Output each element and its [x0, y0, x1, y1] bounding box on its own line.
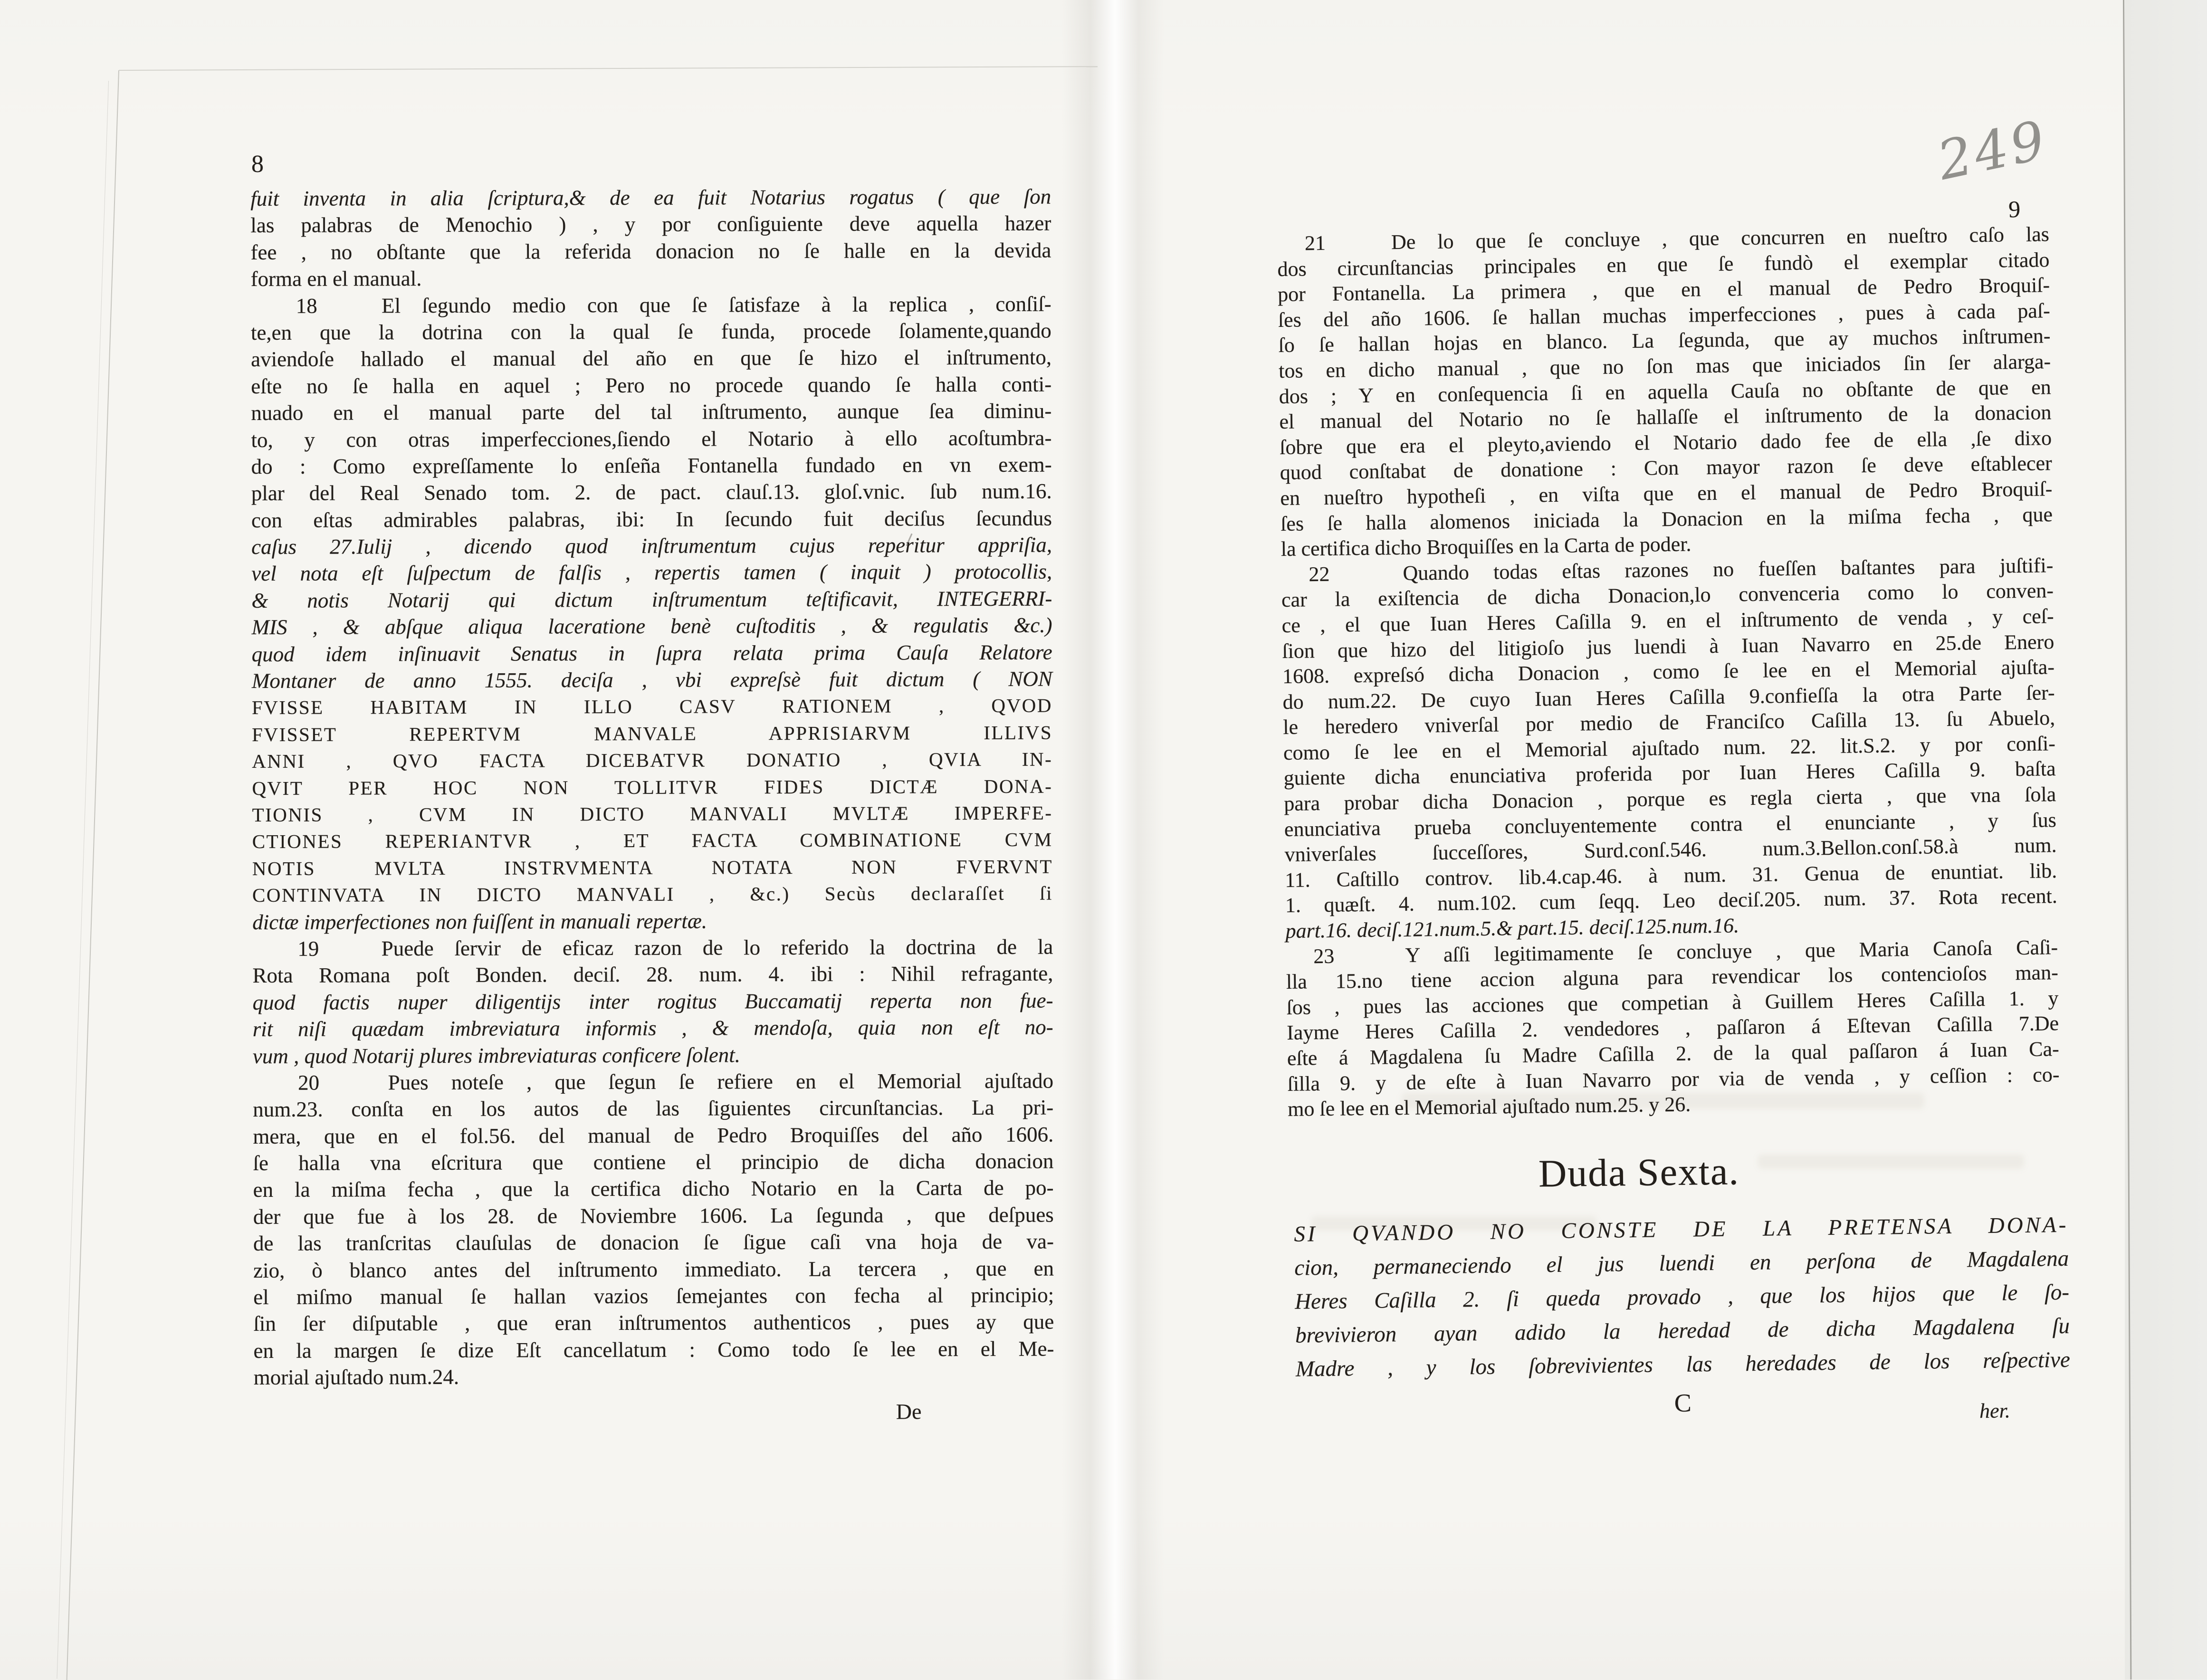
- text-line: QVIT PER HOC NON TOLLITVR FIDES DICTÆ DONA-: [252, 775, 1053, 799]
- text-line: vum , quod Notarij plures imbreviaturas conficere ſolent.: [252, 1042, 741, 1068]
- text-line: para probar dicha Donacion , porque es regla cierta , que vna ſola: [1284, 783, 2056, 816]
- right-text-column: [1277, 221, 2060, 1122]
- scanner-background-right: [2125, 0, 2207, 1680]
- text-line: vel nota eſt ſuſpectum de falſis , repertis tamen ( inquit ) protocollis,: [251, 560, 1052, 586]
- text-line: aviendoſe hallado el manual del año en que ſe hizo el inſtrumento,: [250, 345, 1052, 372]
- text-line: quod idem inſinuavit Senatus in ſupra relata prima Cauſa Relatore: [251, 640, 1052, 666]
- text-line: ce , el que Iuan Heres Caſilla 9. en el inſtrumento de venda , y ceſ-: [1281, 604, 2054, 637]
- section-heading: Duda Sexta.: [1538, 1149, 1740, 1195]
- page-right: [1274, 0, 2071, 1680]
- text-line: ſo ſe hallan hojas en blanco. La ſegunda, que ay muchos inſtrumen-: [1278, 324, 2051, 357]
- text-line: TIONIS , CVM IN DICTO MANVALI MVLTÆ IMPERFE-: [252, 802, 1053, 826]
- text-line: CONTINVATA IN DICTO MANVALI , &c.) Secùs declaraſſet ſi: [252, 882, 1053, 907]
- text-line: ſin ſer diſputable , que eran inſtrumentos authenticos , pues ay que: [253, 1309, 1054, 1336]
- text-line: 21 De lo que ſe concluye , que concurren en nueſtro caſo las: [1304, 222, 2050, 255]
- text-line: SI QVANDO NO CONSTE DE LA PRETENSA DONA-: [1294, 1212, 2069, 1247]
- text-line: enunciativa prueba concluyentemente contra el enunciante , y ſus: [1284, 808, 2057, 841]
- handwritten-folio: 249: [1932, 109, 2053, 192]
- text-line: dos ; Y en conſequencia ſi en aquella Cauſa no obſtante de que en: [1279, 375, 2052, 408]
- text-line: en la miſma fecha , que la certifica dicho Notario en la Carta de po-: [253, 1176, 1054, 1202]
- text-line: fee , no obſtante que la referida donacion no ſe halle en la devida: [250, 238, 1051, 264]
- text-line: FVISSET REPERTVM MANVALE APPRISIARVM ILLIVS: [252, 721, 1053, 745]
- text-line: ſe halla vna eſcritura que contiene el principio de dicha donacion: [253, 1149, 1054, 1175]
- text-line: 20 Pues noteſe , que ſegun ſe refiere en el Memorial ajuſtado: [297, 1069, 1054, 1095]
- text-line: como ſe lee en el Memorial ajuſtado num. 22. lit.S.2. y por conſi-: [1283, 732, 2056, 764]
- text-line: el miſmo manual ſe hallan vazios ſemejantes con fecha al principio;: [253, 1283, 1054, 1309]
- text-line: der que fue à los 28. de Noviembre 1606. La ſegunda , que deſpues: [253, 1203, 1054, 1229]
- text-line: ANNI , QVO FACTA DICEBATVR DONATIO , QVIA IN-: [252, 748, 1053, 773]
- text-line: zio, ò blanco antes del inſtrumento immediato. La tercera , que en: [253, 1256, 1054, 1282]
- text-line: vniverſales ſucceſſores, Surd.conſ.546. num.3.Bellon.conſ.58.à num.: [1284, 833, 2057, 867]
- text-line: de las tranſcritas clauſulas de donacion ſe ſigue caſi vna hoja de va-: [253, 1229, 1054, 1256]
- text-line: cion, permaneciendo el jus luendi en perſona de Magdalena: [1294, 1246, 2069, 1280]
- catchword-left: De: [896, 1399, 922, 1424]
- text-line: ſilla 9. y de eſte à Iuan Navarro por via de venda , y ceſſion : co-: [1287, 1062, 2060, 1096]
- text-line: 19 Puede ſervir de eficaz razon de lo referido la doctrina de la: [297, 935, 1053, 961]
- page-edge-left-faint-line: [57, 81, 109, 1679]
- text-line: nuado en el manual parte del tal inſtrumento, aunque ſea diminu-: [251, 399, 1052, 425]
- page-edge-left-line: [67, 70, 119, 1680]
- text-line: caſus 27.Iulij , dicendo quod inſtrumentum cujus reperitur appriſia,: [251, 533, 1052, 559]
- text-line: forma en el manual.: [250, 267, 422, 291]
- text-line: le heredero vniverſal por medio de Franciſco Caſilla 13. ſu Abuelo,: [1283, 706, 2055, 739]
- text-line: por Fontanella. La primera , que en el manual de Pedro Broquiſ-: [1277, 273, 2050, 306]
- text-line: Montaner de anno 1555. deciſa , vbi expreſsè fuit dictum ( NON: [251, 667, 1052, 693]
- text-line: ſion que hizo del litigioſo jus luendi à Iuan Navarro en 25.de Enero: [1282, 630, 2054, 663]
- text-line: Heres Caſilla 2. ſi queda provado , que los hijos que le ſo-: [1294, 1279, 2070, 1314]
- text-line: num.23. conſta en los autos de las ſiguientes circunſtancias. La pri-: [253, 1095, 1054, 1122]
- text-line: en la margen ſe dize Eſt cancellatum : Como todo ſe lee en el Me-: [253, 1336, 1054, 1363]
- text-line: guiente dicha enunciativa proferida por Iuan Heres Caſilla 9. baſta: [1283, 757, 2056, 790]
- text-line: 23 Y aſſi legitimamente ſe concluye , que Maria Canoſa Caſi-: [1313, 935, 2058, 968]
- text-line: ſos , pues las acciones que competian à Guillem Heres Caſilla 1. y: [1286, 986, 2059, 1019]
- text-line: to, y con otras imperfecciones,ſiendo el Notario à ello acoſtumbra-: [251, 426, 1052, 452]
- text-line: eſte no ſe halla en aquel ; Pero no procede quando ſe halla conti-: [251, 372, 1052, 398]
- text-line: & notis Notarij qui dictum inſtrumentum teſtificavit, INTEGERRI-: [251, 586, 1052, 612]
- text-line: 1. quæſt. 4. num.102. cum ſeqq. Leo deciſ.205. num. 37. Rota recent.: [1285, 884, 2058, 917]
- doubt-intro-block: [1294, 1208, 2070, 1386]
- text-line: dos circunſtancias principales en que ſe fundò el exemplar citado: [1277, 248, 2050, 281]
- text-line: Rota Romana poſt Bonden. deciſ. 28. num. 4. ibi : Nihil refragante,: [252, 961, 1053, 988]
- text-line: do : Como expreſſamente lo enſeña Fontanella fundado en vn exem-: [251, 452, 1052, 478]
- text-line: 1608. expreſsó dicha Donacion , como ſe lee en el Memorial ajuſta-: [1282, 655, 2055, 688]
- text-line: Iayme Heres Caſilla 2. vendedores , paſſaron á Eſtevan Caſilla 7.De: [1286, 1012, 2059, 1045]
- text-line: dictæ imperfectiones non fuiſſent in manuali repertæ.: [252, 909, 707, 934]
- catchword-right: her.: [1979, 1399, 2011, 1423]
- text-line: part.16. deciſ.121.num.5.& part.15. deciſ.125.num.16.: [1285, 914, 1739, 943]
- text-line: las palabras de Menochio ) , y por conſiguiente deve aquella hazer: [250, 211, 1051, 238]
- text-line: quod factis nuper diligentijs inter rogitus Buccamatij reperta non fue-: [252, 988, 1053, 1014]
- text-line: 11. Caſtillo controv. lib.4.cap.46. à num. 31. Genua de enuntiat. lib.: [1285, 859, 2057, 892]
- text-line: MIS , & abſque aliqua laceratione benè cuſtoditis , & regulatis &c.): [251, 613, 1052, 640]
- text-line: ſes del año 1606. ſe hallan muchas imperfecciones , pues à cada paſ-: [1278, 298, 2051, 332]
- signature-mark: C: [1674, 1388, 1692, 1418]
- text-line: do num.22. De cuyo Iuan Heres Caſilla 9.confieſſa la otra Parte ſer-: [1282, 680, 2055, 714]
- text-line: la certifica dicho Broquiſſes en la Carta de poder.: [1280, 532, 1691, 561]
- text-line: NOTIS MVLTA INSTRVMENTA NOTATA NON FVERVNT: [252, 855, 1053, 879]
- text-line: con eſtas admirables palabras, ibi: In ſecundo fuit deciſus ſecundus: [251, 506, 1052, 532]
- text-line: quod conſtabat de donatione : Con mayor razon ſe deve eſtablecer: [1280, 451, 2053, 485]
- text-line: fuit inventa in alia ſcriptura,& de ea fuit Notarius rogatus ( que ſon: [250, 184, 1051, 211]
- text-line: en nueſtro hypotheſi , en viſta que en el manual de Pedro Broquiſ-: [1280, 477, 2053, 510]
- text-line: FVISSE HABITAM IN ILLO CASV RATIONEM , QVOD: [251, 695, 1053, 719]
- text-line: ſes ſe halla alomenos iniciada la Donacion en la miſma fecha , que: [1280, 502, 2053, 535]
- text-line: CTIONES REPERIANTVR , ET FACTA COMBINATIONE CVM: [252, 828, 1053, 853]
- text-line: Madre , y los ſobrevivientes las heredades de los reſpective: [1295, 1347, 2071, 1382]
- page-left: [250, 0, 1055, 1680]
- text-line: 22 Quando todas eſtas razones no fueſſen baſtantes para juſtifi-: [1309, 553, 2054, 586]
- text-line: car la exiſtencia de dicha Donacion,lo convenceria como lo conven-: [1281, 579, 2054, 612]
- text-line: brevivieron ayan adido la heredad de dicha Magdalena ſu: [1295, 1313, 2070, 1348]
- text-line: eſte á Magdalena ſu Madre Caſilla 2. de la qual paſſaron á Iuan Ca-: [1287, 1037, 2060, 1070]
- text-line: 18 El ſegundo medio con que ſe ſatisfaze à la replica , conſiſ-: [296, 292, 1051, 318]
- page-number-left: 8: [251, 150, 264, 178]
- text-line: lla 15.no tiene accion alguna para revendicar los contencioſos man-: [1286, 961, 2059, 994]
- text-line: mo ſe lee en el Memorial ajuſtado num.25. y 26.: [1287, 1092, 1691, 1121]
- book-gutter-shadow: [1062, 0, 1164, 1680]
- text-line: ſobre que era el pleyto,aviendo el Notario dado fee de ella ,ſe dixo: [1279, 426, 2052, 459]
- text-line: te,en que la dotrina con la qual ſe funda, procede ſolamente,quando: [250, 318, 1051, 344]
- text-line: plar del Real Senado tom. 2. de pact. clauſ.13. gloſ.vnic. ſub num.16.: [251, 479, 1052, 506]
- text-line: el manual del Notario no ſe hallaſſe el inſtrumento de la donacion: [1279, 401, 2052, 434]
- left-text-column: [250, 183, 1054, 1391]
- text-line: morial ajuſtado num.24.: [253, 1365, 459, 1390]
- text-line: tos en dicho manual , que no ſon mas que iniciados ſin ſer alarga-: [1278, 350, 2051, 383]
- text-line: rit niſi quædam imbreviatura informis , & mendoſa, quia non eſt no-: [252, 1015, 1053, 1041]
- text-line: mera, que en el fol.56. del manual de Pedro Broquiſſes del año 1606.: [253, 1122, 1054, 1148]
- page-number-right: 9: [2008, 195, 2021, 223]
